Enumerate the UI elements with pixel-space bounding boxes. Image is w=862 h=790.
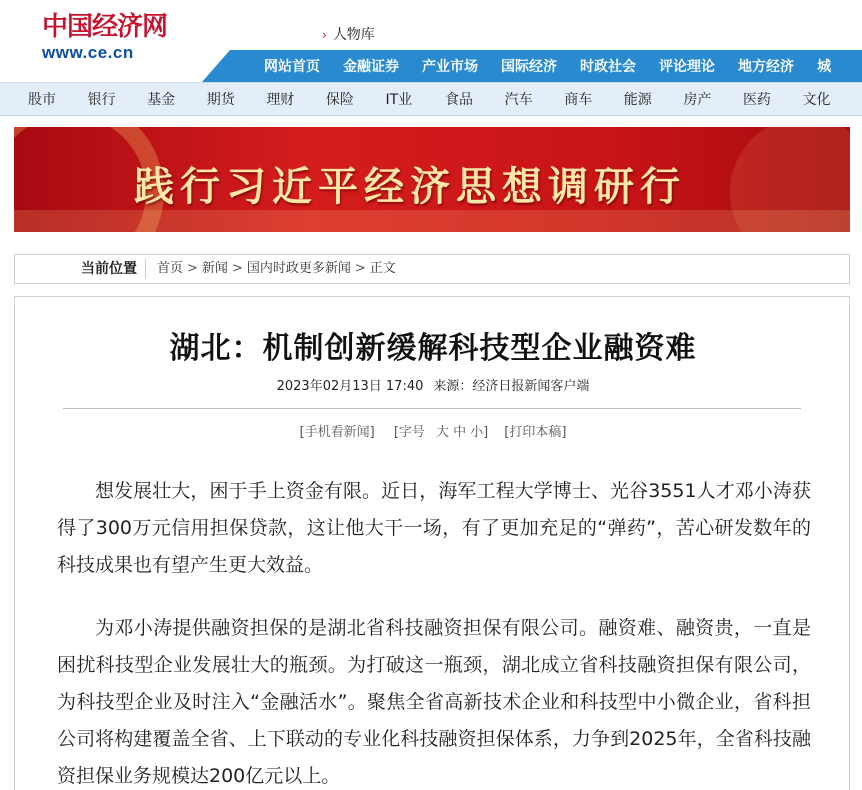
font-size-label: [字号 <box>393 425 425 440</box>
channel-nav <box>0 82 862 116</box>
breadcrumb-separator: > <box>187 261 198 276</box>
topic-banner[interactable] <box>14 127 850 232</box>
article <box>14 296 850 790</box>
banner-title: 践行习近平经济思想调研行 <box>134 163 686 210</box>
main-nav-item[interactable]: 产业市场 <box>422 59 478 75</box>
channel-nav-item[interactable]: 食品 <box>445 92 474 108</box>
article-paragraph: 为邓小涛提供融资担保的是湖北省科技融资担保有限公司。融资难、融资贵，一直是困扰科技型企业发展壮大的瓶颈。为打破这一瓶颈，湖北成立省科技融资担保有限公司，为科技型企业及时注入“金融活水”。聚焦全省高新技术企业和科技型中小微企业，省科担公司将构建覆盖全省、上下联动的专业化科技融资担保体系，力争到2025年，全省科技融资担保业务规模达200亿元以上。 <box>57 617 811 787</box>
main-nav-item[interactable]: 评论理论 <box>659 59 715 75</box>
channel-nav-item[interactable]: IT业 <box>385 92 413 108</box>
divider <box>63 408 801 409</box>
print-link[interactable]: [打印本稿] <box>504 425 567 440</box>
banner-decoration <box>14 210 850 232</box>
chevron-right-icon: › <box>322 28 327 42</box>
breadcrumb-trail <box>157 255 396 283</box>
article-source: 来源：经济日报新闻客户端 <box>433 379 590 394</box>
main-nav-item[interactable]: 时政社会 <box>580 59 636 75</box>
channel-nav-item[interactable]: 基金 <box>147 92 176 108</box>
channel-nav-item[interactable]: 期货 <box>206 92 235 108</box>
channel-nav-item[interactable]: 能源 <box>623 92 652 108</box>
font-size-medium-button[interactable]: 中 <box>453 425 467 440</box>
main-nav-item[interactable]: 金融证券 <box>343 59 399 75</box>
channel-nav-item[interactable]: 理财 <box>266 92 295 108</box>
site-header <box>0 0 862 82</box>
main-nav-item[interactable]: 网站首页 <box>264 59 320 75</box>
channel-nav-item[interactable]: 股市 <box>28 92 56 108</box>
article-paragraph: 想发展壮大，困于手上资金有限。近日，海军工程大学博士、光谷3551人才邓小涛获得了300万元信用担保贷款，这让他大干一场，有了更加充足的“弹药”，苦心研发数年的科技成果也有望产生更大效益。 <box>57 480 811 576</box>
breadcrumb <box>14 254 850 284</box>
breadcrumb-item-current: 正文 <box>369 261 396 276</box>
font-size-large-button[interactable]: 大 <box>436 425 450 440</box>
people-library-link[interactable] <box>322 24 375 44</box>
article-meta <box>15 375 851 394</box>
breadcrumb-item-news[interactable]: 新闻 <box>201 261 228 276</box>
breadcrumb-item-politics[interactable]: 国内时政更多新闻 <box>246 261 351 276</box>
channel-nav-item[interactable]: 商车 <box>564 92 593 108</box>
people-library-label: 人物库 <box>332 27 375 43</box>
main-nav <box>230 50 862 82</box>
logo-url: www.ce.cn <box>42 43 134 62</box>
breadcrumb-label: 当前位置 <box>81 261 137 277</box>
logo-chinese: 中国经济网 <box>42 12 168 42</box>
channel-nav-item[interactable]: 文化 <box>802 92 831 108</box>
article-body <box>57 473 811 790</box>
channel-nav-item[interactable]: 房产 <box>683 92 712 108</box>
divider <box>145 259 146 279</box>
main-nav-item[interactable]: 城 <box>817 59 831 75</box>
channel-nav-item[interactable]: 汽车 <box>504 92 533 108</box>
main-nav-item[interactable]: 国际经济 <box>501 59 557 75</box>
font-size-small-button[interactable]: 小] <box>470 425 489 440</box>
article-title: 湖北：机制创新缓解科技型企业融资难 <box>169 331 697 366</box>
breadcrumb-separator: > <box>231 261 243 276</box>
channel-nav-item[interactable]: 银行 <box>87 92 116 108</box>
site-logo[interactable] <box>42 12 192 70</box>
breadcrumb-separator: > <box>354 261 366 276</box>
channel-nav-item[interactable]: 医药 <box>742 92 771 108</box>
breadcrumb-item-home[interactable]: 首页 <box>157 261 184 276</box>
article-tools <box>15 421 851 440</box>
main-nav-item[interactable]: 地方经济 <box>738 59 794 75</box>
channel-nav-item[interactable]: 保险 <box>325 92 354 108</box>
article-datetime: 2023年02月13日 17:40 <box>276 379 424 394</box>
mobile-view-link[interactable]: [手机看新闻] <box>299 425 375 440</box>
font-size-control <box>389 425 490 440</box>
